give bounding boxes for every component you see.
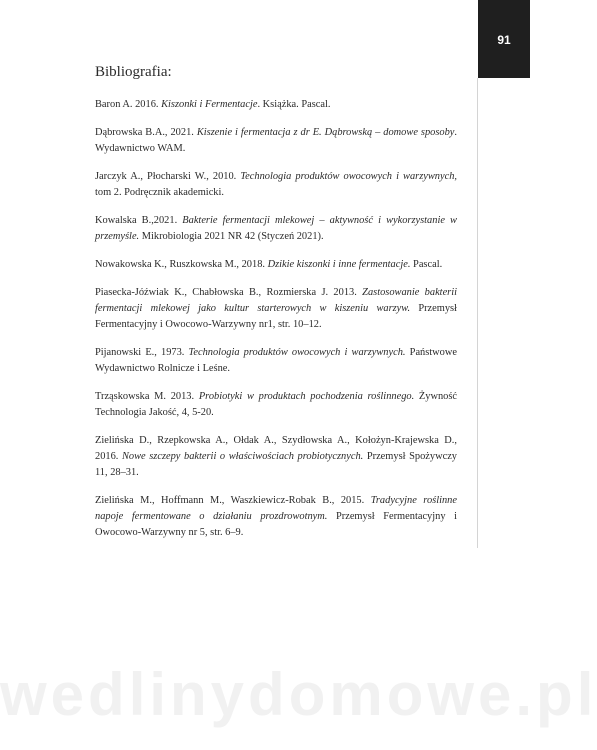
page-number-tab [478, 0, 530, 78]
entry-authors: Pijanowski E., 1973. [95, 347, 189, 358]
entry-details: . Książka. Pascal. [257, 99, 331, 110]
entry-details: Przemysł Fermentacyjny i Owocowo-Warzywny nr1, str. 10–12. [95, 303, 457, 330]
entry-authors: Piasecka-Jóźwiak K., Chabłowska B., Rozmierska J. 2013. [95, 287, 363, 298]
bibliography-entry [95, 345, 457, 377]
bibliography-entry [95, 285, 457, 333]
entry-title: Technologia produktów owocowych i warzywnych, [240, 171, 458, 182]
entry-title: Dzikie kiszonki i inne fermentacje. [267, 259, 411, 270]
entry-details: Mikrobiologia 2021 NR 42 (Styczeń 2021). [139, 231, 324, 242]
entry-authors: Kowalska B.,2021. [95, 215, 183, 226]
bibliography-heading: Bibliografia: [95, 64, 172, 80]
entry-authors: Zielińska M., Hoffmann M., Waszkiewicz-Robak B., 2015. [95, 495, 371, 506]
entry-title: Bakterie fermentacji mlekowej – aktywność i wykorzystanie w przemyśle. [95, 215, 457, 242]
bibliography-entry [95, 257, 457, 273]
entry-details: Pascal. [410, 259, 443, 270]
bibliography-entry [95, 97, 457, 113]
bibliography-entry [95, 433, 457, 481]
bibliography-entry [95, 493, 457, 541]
bibliography-entry [95, 213, 457, 245]
entry-title: Zastosowanie bakterii fermentacji mlekowej jako kultur starterowych w kiszeniu warzyw. [95, 287, 458, 314]
entry-details: Państwowe Wydawnictwo Rolnicze i Leśne. [95, 347, 457, 374]
bibliography-entry [95, 125, 457, 157]
entry-authors: Trząskowska M. 2013. [95, 391, 199, 402]
entry-details: Żywność Technologia Jakość, 4, 5-20. [95, 391, 457, 418]
watermark: wedlinydomowe.pl [0, 661, 597, 728]
entry-details: Przemysł Spożywczy 11, 28–31. [95, 451, 457, 478]
entry-authors: Nowakowska K., Ruszkowska M., 2018. [95, 259, 268, 270]
entry-details: tom 2. Podręcznik akademicki. [95, 187, 224, 198]
entry-authors: Baron A. 2016. [95, 99, 162, 110]
entry-authors: Jarczyk A., Płocharski W., 2010. [95, 171, 241, 182]
margin-rule [477, 78, 478, 548]
page-number: 91 [497, 33, 511, 47]
entry-title: Probiotyki w produktach pochodzenia roślinnego. [198, 391, 415, 402]
bibliography-entry [95, 389, 457, 421]
entry-title: Tradycyjne roślinne napoje fermentowane o działaniu prozdrowotnym. [95, 495, 457, 522]
entry-details: Przemysł Fermentacyjny i Owocowo-Warzywny nr 5, str. 6–9. [95, 511, 457, 538]
entry-title: Nowe szczepy bakterii o właściwościach probiotycznych. [121, 451, 364, 462]
entry-authors: Zielińska D., Rzepkowska A., Ołdak A., Szydłowska A., Kołożyn-Krajewska D., 2016. [95, 435, 457, 462]
entry-title: Kiszonki i Fermentacje [161, 99, 258, 110]
entry-title: Kiszenie i fermentacja z dr E. Dąbrowską – domowe sposoby [196, 127, 455, 138]
entry-title: Technologia produktów owocowych i warzywnych. [188, 347, 406, 358]
entry-authors: Dąbrowska B.A., 2021. [95, 127, 197, 138]
bibliography-entry [95, 169, 457, 201]
entry-details: . Wydawnictwo WAM. [95, 127, 457, 154]
bibliography-list [95, 97, 457, 553]
